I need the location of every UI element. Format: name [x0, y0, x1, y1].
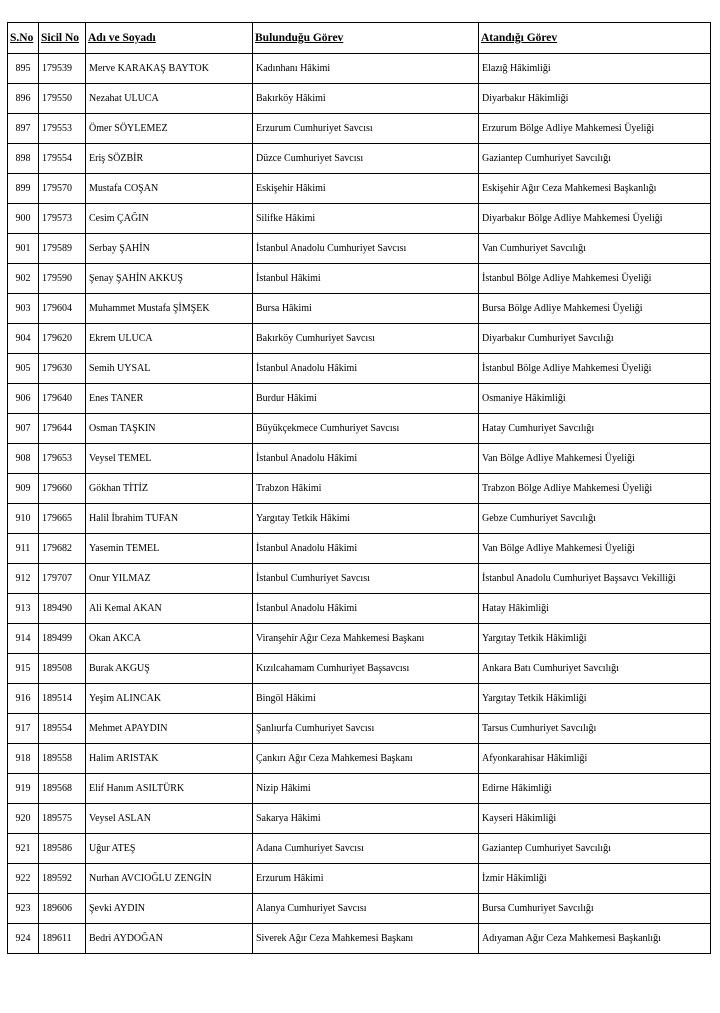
cell-name: Burak AKGUŞ	[86, 654, 253, 684]
table-row	[8, 624, 711, 654]
cell-sno: 915	[8, 654, 39, 684]
cell-sno: 904	[8, 324, 39, 354]
cell-assigned-position: Gebze Cumhuriyet Savcılığı	[479, 504, 711, 534]
cell-sno: 903	[8, 294, 39, 324]
cell-current-position: İstanbul Anadolu Hâkimi	[253, 444, 479, 474]
cell-current-position: Trabzon Hâkimi	[253, 474, 479, 504]
cell-name: Nurhan AVCIOĞLU ZENGİN	[86, 864, 253, 894]
header-name: Adı ve Soyadı	[86, 23, 253, 54]
cell-sno: 916	[8, 684, 39, 714]
cell-assigned-position: Yargıtay Tetkik Hâkimliği	[479, 684, 711, 714]
cell-name: Ömer SÖYLEMEZ	[86, 114, 253, 144]
cell-assigned-position: Ankara Batı Cumhuriyet Savcılığı	[479, 654, 711, 684]
cell-sicil-no: 189558	[39, 744, 86, 774]
cell-assigned-position: Van Cumhuriyet Savcılığı	[479, 234, 711, 264]
cell-name: Serbay ŞAHİN	[86, 234, 253, 264]
header-sno: S.No	[8, 23, 39, 54]
cell-current-position: Silifke Hâkimi	[253, 204, 479, 234]
cell-sicil-no: 189606	[39, 894, 86, 924]
table-row	[8, 414, 711, 444]
table-row	[8, 864, 711, 894]
cell-sicil-no: 179604	[39, 294, 86, 324]
cell-sno: 914	[8, 624, 39, 654]
cell-name: Cesim ÇAĞIN	[86, 204, 253, 234]
cell-assigned-position: Hatay Hâkimliği	[479, 594, 711, 624]
cell-current-position: Büyükçekmece Cumhuriyet Savcısı	[253, 414, 479, 444]
cell-name: Mehmet APAYDIN	[86, 714, 253, 744]
cell-current-position: Adana Cumhuriyet Savcısı	[253, 834, 479, 864]
cell-assigned-position: Erzurum Bölge Adliye Mahkemesi Üyeliği	[479, 114, 711, 144]
cell-sicil-no: 189508	[39, 654, 86, 684]
table-row	[8, 534, 711, 564]
cell-sno: 920	[8, 804, 39, 834]
table-row	[8, 474, 711, 504]
cell-assigned-position: Eskişehir Ağır Ceza Mahkemesi Başkanlığı	[479, 174, 711, 204]
cell-sno: 924	[8, 924, 39, 954]
cell-assigned-position: Trabzon Bölge Adliye Mahkemesi Üyeliği	[479, 474, 711, 504]
cell-name: Mustafa COŞAN	[86, 174, 253, 204]
cell-assigned-position: Van Bölge Adliye Mahkemesi Üyeliği	[479, 444, 711, 474]
table-row	[8, 744, 711, 774]
cell-assigned-position: Bursa Bölge Adliye Mahkemesi Üyeliği	[479, 294, 711, 324]
cell-sno: 921	[8, 834, 39, 864]
cell-sicil-no: 179550	[39, 84, 86, 114]
table-row	[8, 84, 711, 114]
cell-sno: 898	[8, 144, 39, 174]
cell-current-position: İstanbul Cumhuriyet Savcısı	[253, 564, 479, 594]
cell-current-position: İstanbul Anadolu Hâkimi	[253, 534, 479, 564]
cell-sicil-no: 179630	[39, 354, 86, 384]
cell-sicil-no: 179682	[39, 534, 86, 564]
cell-assigned-position: Tarsus Cumhuriyet Savcılığı	[479, 714, 711, 744]
cell-sno: 902	[8, 264, 39, 294]
appointment-table	[7, 22, 711, 954]
table-row	[8, 564, 711, 594]
table-header	[8, 23, 711, 54]
table-row	[8, 294, 711, 324]
table-row	[8, 354, 711, 384]
cell-sicil-no: 179640	[39, 384, 86, 414]
table-body	[8, 54, 711, 954]
table-row	[8, 114, 711, 144]
cell-assigned-position: Van Bölge Adliye Mahkemesi Üyeliği	[479, 534, 711, 564]
cell-name: Gökhan TİTİZ	[86, 474, 253, 504]
table-row	[8, 504, 711, 534]
cell-name: Elif Hanım ASILTÜRK	[86, 774, 253, 804]
cell-name: Eriş SÖZBİR	[86, 144, 253, 174]
cell-current-position: Kadınhanı Hâkimi	[253, 54, 479, 84]
cell-name: Veysel ASLAN	[86, 804, 253, 834]
cell-name: Okan AKCA	[86, 624, 253, 654]
table-row	[8, 234, 711, 264]
table-row	[8, 594, 711, 624]
cell-current-position: Alanya Cumhuriyet Savcısı	[253, 894, 479, 924]
cell-sno: 896	[8, 84, 39, 114]
table-row	[8, 684, 711, 714]
cell-sno: 911	[8, 534, 39, 564]
cell-current-position: Nizip Hâkimi	[253, 774, 479, 804]
header-current-position: Bulunduğu Görev	[253, 23, 479, 54]
cell-name: Veysel TEMEL	[86, 444, 253, 474]
cell-sno: 909	[8, 474, 39, 504]
cell-assigned-position: Osmaniye Hâkimliği	[479, 384, 711, 414]
cell-sicil-no: 189568	[39, 774, 86, 804]
table-row	[8, 324, 711, 354]
header-row	[8, 23, 711, 54]
cell-sno: 895	[8, 54, 39, 84]
cell-sicil-no: 189499	[39, 624, 86, 654]
cell-name: Uğur ATEŞ	[86, 834, 253, 864]
cell-current-position: İstanbul Hâkimi	[253, 264, 479, 294]
cell-sno: 922	[8, 864, 39, 894]
cell-sno: 917	[8, 714, 39, 744]
table-row	[8, 654, 711, 684]
cell-current-position: Siverek Ağır Ceza Mahkemesi Başkanı	[253, 924, 479, 954]
cell-name: Şenay ŞAHİN AKKUŞ	[86, 264, 253, 294]
table-row	[8, 444, 711, 474]
cell-current-position: Bakırköy Hâkimi	[253, 84, 479, 114]
cell-current-position: İstanbul Anadolu Hâkimi	[253, 594, 479, 624]
cell-sicil-no: 179665	[39, 504, 86, 534]
table-row	[8, 714, 711, 744]
table-row	[8, 894, 711, 924]
cell-name: Ali Kemal AKAN	[86, 594, 253, 624]
cell-sicil-no: 189554	[39, 714, 86, 744]
cell-current-position: Bakırköy Cumhuriyet Savcısı	[253, 324, 479, 354]
cell-name: Osman TAŞKIN	[86, 414, 253, 444]
cell-assigned-position: İzmir Hâkimliği	[479, 864, 711, 894]
cell-sicil-no: 189611	[39, 924, 86, 954]
cell-sno: 906	[8, 384, 39, 414]
cell-sicil-no: 179707	[39, 564, 86, 594]
cell-sno: 901	[8, 234, 39, 264]
cell-sicil-no: 189586	[39, 834, 86, 864]
cell-sno: 907	[8, 414, 39, 444]
cell-sicil-no: 179653	[39, 444, 86, 474]
cell-current-position: İstanbul Anadolu Cumhuriyet Savcısı	[253, 234, 479, 264]
cell-assigned-position: Diyarbakır Bölge Adliye Mahkemesi Üyeliği	[479, 204, 711, 234]
cell-current-position: Bursa Hâkimi	[253, 294, 479, 324]
cell-assigned-position: Gaziantep Cumhuriyet Savcılığı	[479, 144, 711, 174]
cell-current-position: Eskişehir Hâkimi	[253, 174, 479, 204]
cell-current-position: Kızılcahamam Cumhuriyet Başsavcısı	[253, 654, 479, 684]
cell-sno: 923	[8, 894, 39, 924]
cell-name: Yasemin TEMEL	[86, 534, 253, 564]
cell-name: Semih UYSAL	[86, 354, 253, 384]
cell-sno: 912	[8, 564, 39, 594]
cell-assigned-position: Adıyaman Ağır Ceza Mahkemesi Başkanlığı	[479, 924, 711, 954]
cell-current-position: Şanlıurfa Cumhuriyet Savcısı	[253, 714, 479, 744]
cell-assigned-position: Edirne Hâkimliği	[479, 774, 711, 804]
cell-sicil-no: 179660	[39, 474, 86, 504]
cell-current-position: Bingöl Hâkimi	[253, 684, 479, 714]
table-row	[8, 834, 711, 864]
table-row	[8, 54, 711, 84]
cell-assigned-position: İstanbul Anadolu Cumhuriyet Başsavcı Vekilliği	[479, 564, 711, 594]
cell-assigned-position: Bursa Cumhuriyet Savcılığı	[479, 894, 711, 924]
cell-sno: 899	[8, 174, 39, 204]
table-row	[8, 264, 711, 294]
cell-current-position: Sakarya Hâkimi	[253, 804, 479, 834]
cell-sno: 905	[8, 354, 39, 384]
cell-current-position: Erzurum Hâkimi	[253, 864, 479, 894]
cell-assigned-position: Elazığ Hâkimliği	[479, 54, 711, 84]
cell-sno: 908	[8, 444, 39, 474]
cell-assigned-position: Afyonkarahisar Hâkimliği	[479, 744, 711, 774]
cell-current-position: Yargıtay Tetkik Hâkimi	[253, 504, 479, 534]
cell-sicil-no: 179554	[39, 144, 86, 174]
cell-assigned-position: Diyarbakır Cumhuriyet Savcılığı	[479, 324, 711, 354]
table-row	[8, 174, 711, 204]
table-row	[8, 144, 711, 174]
cell-sicil-no: 189514	[39, 684, 86, 714]
table-row	[8, 384, 711, 414]
cell-sicil-no: 179539	[39, 54, 86, 84]
cell-sicil-no: 189592	[39, 864, 86, 894]
cell-name: Halil İbrahim TUFAN	[86, 504, 253, 534]
cell-assigned-position: Hatay Cumhuriyet Savcılığı	[479, 414, 711, 444]
header-assigned-position: Atandığı Görev	[479, 23, 711, 54]
cell-current-position: Çankırı Ağır Ceza Mahkemesi Başkanı	[253, 744, 479, 774]
cell-sno: 910	[8, 504, 39, 534]
cell-current-position: Viranşehir Ağır Ceza Mahkemesi Başkanı	[253, 624, 479, 654]
cell-assigned-position: Yargıtay Tetkik Hâkimliği	[479, 624, 711, 654]
cell-assigned-position: Kayseri Hâkimliği	[479, 804, 711, 834]
table-row	[8, 204, 711, 234]
cell-sicil-no: 179620	[39, 324, 86, 354]
cell-name: Bedri AYDOĞAN	[86, 924, 253, 954]
header-sicil-no: Sicil No	[39, 23, 86, 54]
cell-current-position: Düzce Cumhuriyet Savcısı	[253, 144, 479, 174]
cell-name: Muhammet Mustafa ŞİMŞEK	[86, 294, 253, 324]
table-row	[8, 924, 711, 954]
cell-name: Yeşim ALINCAK	[86, 684, 253, 714]
cell-name: Nezahat ULUCA	[86, 84, 253, 114]
cell-name: Ekrem ULUCA	[86, 324, 253, 354]
cell-sicil-no: 179573	[39, 204, 86, 234]
cell-sicil-no: 189490	[39, 594, 86, 624]
cell-sicil-no: 179553	[39, 114, 86, 144]
table-row	[8, 774, 711, 804]
cell-assigned-position: Diyarbakır Hâkimliği	[479, 84, 711, 114]
cell-current-position: Burdur Hâkimi	[253, 384, 479, 414]
cell-name: Merve KARAKAŞ BAYTOK	[86, 54, 253, 84]
cell-sicil-no: 179644	[39, 414, 86, 444]
cell-name: Enes TANER	[86, 384, 253, 414]
table-row	[8, 804, 711, 834]
cell-assigned-position: İstanbul Bölge Adliye Mahkemesi Üyeliği	[479, 264, 711, 294]
appointment-list-page	[7, 22, 710, 954]
cell-name: Onur YILMAZ	[86, 564, 253, 594]
cell-sno: 900	[8, 204, 39, 234]
cell-sno: 919	[8, 774, 39, 804]
cell-sicil-no: 189575	[39, 804, 86, 834]
cell-name: Halim ARISTAK	[86, 744, 253, 774]
cell-sno: 918	[8, 744, 39, 774]
cell-sicil-no: 179570	[39, 174, 86, 204]
cell-name: Şevki AYDIN	[86, 894, 253, 924]
cell-sno: 897	[8, 114, 39, 144]
cell-assigned-position: Gaziantep Cumhuriyet Savcılığı	[479, 834, 711, 864]
cell-sicil-no: 179589	[39, 234, 86, 264]
cell-sno: 913	[8, 594, 39, 624]
cell-sicil-no: 179590	[39, 264, 86, 294]
cell-current-position: İstanbul Anadolu Hâkimi	[253, 354, 479, 384]
cell-current-position: Erzurum Cumhuriyet Savcısı	[253, 114, 479, 144]
cell-assigned-position: İstanbul Bölge Adliye Mahkemesi Üyeliği	[479, 354, 711, 384]
